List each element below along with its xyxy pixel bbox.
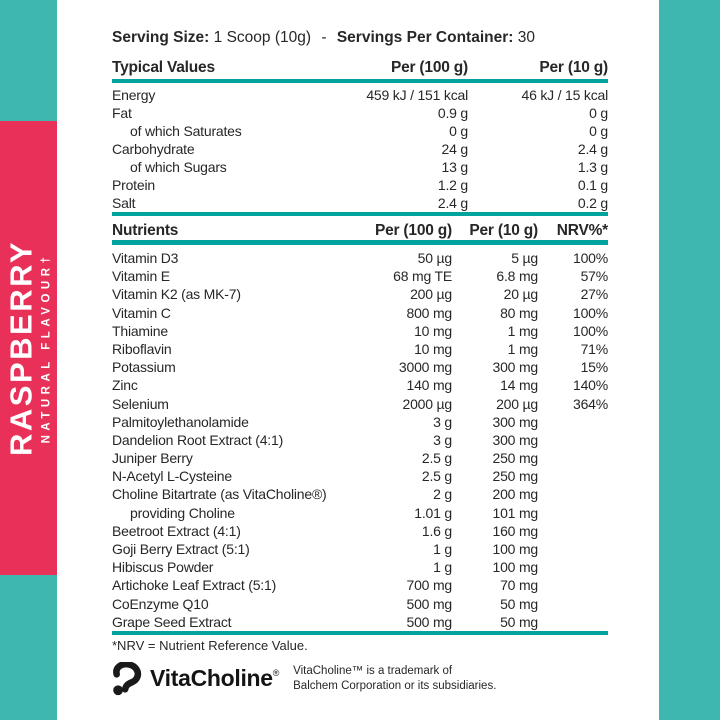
per-100g-value: 2.5 g [421,468,452,485]
wordmark-text: VitaCholine [150,665,273,692]
per-10g-value: 200 mg [492,486,538,503]
per-100g-value: 200 µg [410,286,452,303]
divider [112,212,608,216]
per-100g-value: 140 mg [406,377,452,394]
nrv-value: 364% [572,395,608,412]
per-100g-value: 3 g [433,431,452,448]
trademark-text [293,664,496,693]
per-10g-value: 5 µg [511,250,538,266]
per-10g-value: 300 mg [492,359,538,376]
per-10g-header: Per (10 g) [469,222,538,239]
nrv-value [538,522,608,540]
nrv-value [538,485,608,503]
per-100g-value: 2000 µg [402,395,452,412]
typical-values-header-row [112,57,608,79]
nutrient-row [112,576,608,594]
nrv-value [538,613,608,631]
nutrient-row [112,267,608,285]
nutrient-row [112,431,608,449]
vitacholine-attribution [112,662,608,696]
nutrients-header-row [112,222,608,240]
per-100g-value: 800 mg [406,304,452,321]
divider [112,631,608,635]
per-100g-value: 700 mg [406,577,452,594]
flavor-rotated-text [5,121,52,575]
divider [112,79,608,83]
nrv-value: 57% [580,268,608,285]
typical-values-row [112,140,608,158]
per-100g-value: 10 mg [414,322,452,339]
label-content [112,28,608,696]
nutrient-row [112,413,608,431]
nutrient-label: Dandelion Root Extract (4:1) [112,431,284,448]
nutrient-label: Artichoke Leaf Extract (5:1) [112,577,277,594]
per-10g-value: 14 mg [500,377,538,394]
per-10g-value: 6.8 mg [496,268,538,285]
per-100g-value: 500 mg [406,595,452,612]
nutrient-row [112,358,608,376]
per-100g-value: 10 mg [414,340,452,357]
per-100g-value: 1 g [433,541,452,557]
left-border-band [0,0,57,720]
registered-mark: ® [272,668,280,679]
divider [112,240,608,245]
nutrient-label: Protein [112,177,155,193]
servings-per-container-label: Servings Per Container: [336,29,514,46]
nrv-footnote: *NRV = Nutrient Reference Value. [112,637,308,653]
nutrient-row [112,613,608,631]
nutrient-label: Grape Seed Extract [112,613,232,630]
nrv-value [538,449,608,467]
per-100g-value: 3 g [433,413,452,430]
typical-values-row [112,86,608,104]
per-10g-value: 300 mg [492,413,538,430]
nrv-value: 15% [580,359,608,376]
typical-values-row [112,122,608,140]
nutrient-label: of which Saturates [130,123,242,139]
per-100g-header: Per (100 g) [390,59,468,76]
nutrient-label: Palmitoylethanolamide [112,413,249,430]
per-100g-value: 1.2 g [437,177,468,193]
nutrient-row [112,304,608,322]
trademark-line-1: VitaCholine™ is a trademark of [293,665,453,678]
nutrient-label: Fat [112,105,132,121]
per-10g-value: 0 g [589,105,608,121]
nutrient-row [112,449,608,467]
nrv-value [538,540,608,558]
typical-values-header: Typical Values [112,59,215,76]
nrv-value [538,504,608,522]
nrv-header: NRV%* [556,222,608,239]
per-10g-value: 250 mg [492,450,538,467]
per-100g-value: 0.9 g [437,105,468,121]
nrv-value: 100% [572,250,608,266]
nutrient-row [112,340,608,358]
per-100g-value: 50 µg [417,250,452,266]
nutrients-header: Nutrients [112,222,179,239]
nrv-value: 27% [580,286,608,303]
trademark-line-2: Balchem Corporation or its subsidiaries. [293,679,497,692]
per-10g-value: 1 mg [507,340,538,357]
per-10g-value: 300 mg [492,431,538,448]
per-10g-value: 2.4 g [577,141,608,157]
vitacholine-logo-icon [112,662,142,696]
nutrient-row [112,395,608,413]
nutrient-label: Riboflavin [112,340,172,357]
per-10g-value: 0 g [589,123,608,139]
per-100g-value: 1 g [433,559,452,576]
nrv-value: 140% [572,377,608,394]
nrv-value: 71% [580,340,608,357]
per-10g-value: 0.1 g [577,177,608,193]
per-100g-value: 2 g [433,486,452,503]
serving-separator: - [321,29,327,46]
per-10g-value: 0.2 g [577,195,608,211]
per-10g-value: 50 mg [500,613,538,630]
per-10g-value: 1.3 g [577,159,608,175]
nrv-value [538,576,608,594]
nutrient-row [112,322,608,340]
per-10g-value: 100 mg [492,541,538,557]
nutrient-label: providing Choline [130,504,235,521]
nrv-value [538,431,608,449]
nutrient-label: Thiamine [112,322,168,339]
nutrient-row [112,485,608,503]
nutrient-label: Salt [112,195,136,211]
nutrient-label: CoEnzyme Q10 [112,595,209,612]
nutrient-label: Choline Bitartrate (as VitaCholine®) [112,486,327,503]
per-10g-value: 20 µg [503,286,538,303]
flavor-name: RASPBERRY [3,240,38,456]
typical-values-row [112,194,608,212]
nutrient-label: of which Sugars [130,159,227,175]
nutrient-label: Juniper Berry [112,450,193,467]
nutrient-label: Energy [112,87,156,103]
per-10g-value: 70 mg [500,577,538,594]
nutrient-row [112,467,608,485]
per-10g-value: 50 mg [500,595,538,612]
per-10g-value: 46 kJ / 15 kcal [521,87,608,103]
per-10g-value: 101 mg [492,504,538,521]
typical-values-table [112,86,608,212]
nutrient-label: Carbohydrate [112,141,195,157]
nrv-value [538,413,608,431]
nutrient-label: Beetroot Extract (4:1) [112,522,241,539]
nutrient-label: Vitamin D3 [112,250,179,266]
nutrient-label: Vitamin C [112,304,171,321]
serving-size-label: Serving Size: [112,29,210,46]
nutrient-row [112,376,608,394]
nutrient-row [112,285,608,303]
per-100g-header: Per (100 g) [374,222,452,239]
per-10g-value: 200 µg [496,395,538,412]
serving-size-value: 1 Scoop (10g) [213,29,312,46]
flavor-band [0,121,57,575]
per-100g-value: 459 kJ / 151 kcal [366,87,468,103]
per-10g-value: 1 mg [507,322,538,339]
right-border-band [659,0,720,720]
typical-values-row [112,158,608,176]
typical-values-row [112,176,608,194]
per-100g-value: 1.6 g [421,522,452,539]
nutrient-label: Hibiscus Powder [112,559,214,576]
per-100g-value: 68 mg TE [393,268,452,285]
per-10g-value: 80 mg [500,304,538,321]
typical-values-row [112,104,608,122]
per-100g-value: 1.01 g [414,504,452,521]
per-100g-value: 0 g [449,123,468,139]
nutrients-table [112,249,608,631]
serving-info [112,28,608,48]
per-10g-header: Per (10 g) [539,59,608,76]
nrv-value: 100% [572,322,608,339]
per-100g-value: 2.5 g [421,450,452,467]
nutrient-row [112,504,608,522]
per-100g-value: 24 g [441,141,468,157]
nutrient-label: Potassium [112,359,176,376]
nutrient-row [112,522,608,540]
nutrient-row [112,540,608,558]
per-10g-value: 160 mg [492,522,538,539]
per-100g-value: 2.4 g [437,195,468,211]
nutrient-row [112,558,608,576]
per-100g-value: 3000 mg [398,359,452,376]
per-100g-value: 13 g [441,159,468,175]
nutrient-row [112,249,608,267]
vitacholine-wordmark [150,665,279,692]
nrv-value [538,467,608,485]
nutrient-label: Goji Berry Extract (5:1) [112,541,250,557]
nrv-value [538,595,608,613]
nutrient-row [112,595,608,613]
per-10g-value: 100 mg [492,559,538,576]
per-10g-value: 250 mg [492,468,538,485]
nrv-value [538,558,608,576]
nutrient-label: Vitamin E [112,268,170,285]
servings-per-container-value: 30 [517,29,535,46]
nutrient-label: Zinc [112,377,138,394]
nutrient-label: N-Acetyl L-Cysteine [112,468,232,485]
nutrient-label: Vitamin K2 (as MK-7) [112,286,241,303]
flavor-subtitle: NATURAL FLAVOUR† [40,252,52,444]
per-100g-value: 500 mg [406,613,452,630]
nrv-value: 100% [572,304,608,321]
nutrient-label: Selenium [112,395,169,412]
